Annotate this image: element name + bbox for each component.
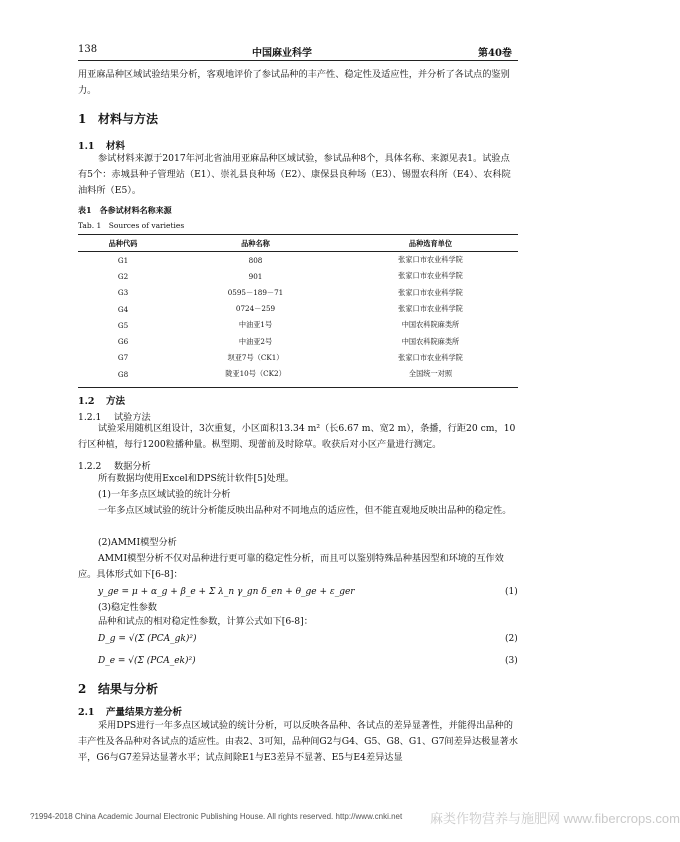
subheading-2: (2)AMMI模型分析 bbox=[98, 537, 177, 548]
table-top-rule bbox=[78, 234, 518, 235]
section-1-heading bbox=[78, 110, 158, 127]
cell-name: 0595－189－71 bbox=[227, 287, 284, 297]
section-title: 材料与方法 bbox=[98, 112, 159, 126]
table-bottom-rule bbox=[78, 387, 518, 388]
cell-code: G6 bbox=[117, 337, 129, 347]
table-row bbox=[78, 285, 518, 301]
section-title: 试验方法 bbox=[114, 412, 151, 423]
table-row bbox=[78, 366, 518, 382]
cell-unit: 张家口市农业科学院 bbox=[398, 352, 463, 362]
header-code: 品种代码 bbox=[78, 237, 168, 252]
section-number: 1.2.2 bbox=[78, 461, 102, 472]
equation-2: D_g = √(Σ (PCA_gk)²) bbox=[98, 634, 197, 644]
cell-unit: 张家口市农业科学院 bbox=[398, 304, 463, 314]
page-number: 138 bbox=[78, 44, 98, 55]
cell-code: G2 bbox=[117, 271, 129, 281]
subheading-3: (3)稳定性参数 bbox=[98, 602, 157, 613]
cell-name: 901 bbox=[248, 271, 263, 281]
section-2-1-heading bbox=[78, 704, 182, 718]
volume-label: 第40卷 bbox=[478, 48, 512, 59]
method-paragraph: 试验采用随机区组设计，3次重复，小区面积13.34 m²（长6.67 m、宽2 m），条播，行距20 cm，10行区种植，每行1200粒播种量。枞型期、现蕾前及时除草。收获后对小区产量进行测定。 bbox=[78, 423, 516, 450]
cell-unit: 张家口市农业科学院 bbox=[398, 271, 463, 281]
section-1-2-2-heading bbox=[78, 458, 151, 472]
section-title: 材料 bbox=[106, 141, 126, 152]
materials-paragraph: 参试材料来源于2017年河北省油用亚麻品种区域试验，参试品种8个，具体名称、来源见表1。试验点有5个：赤城县种子管理站（E1）、崇礼县良种场（E2）、康保县良种场（E3）、锡盟农科所（E4）、农科院油料所（E5）。 bbox=[78, 153, 511, 196]
section-title: 数据分析 bbox=[114, 461, 151, 472]
table-row bbox=[78, 252, 518, 269]
cell-unit: 张家口市农业科学院 bbox=[398, 255, 463, 265]
section-2-heading bbox=[78, 680, 158, 697]
sub3-paragraph: 品种和试点的相对稳定性参数，计算公式如下[6-8]： bbox=[98, 616, 313, 627]
table-row bbox=[78, 333, 518, 349]
cell-unit: 张家口市农业科学院 bbox=[398, 287, 463, 297]
sub2-paragraph: AMMI模型分析不仅对品种进行更可靠的稳定性分析，而且可以鉴别特殊品种基因型和环境的互作效应。具体形式如下[6-8]： bbox=[78, 553, 504, 580]
section-number: 1.2 bbox=[78, 396, 95, 407]
watermark: 麻类作物营养与施肥网 www.fibercrops.com bbox=[430, 811, 680, 826]
results-paragraph: 采用DPS进行一年多点区域试验的统计分析，可以反映各品种、各试点的差异显著性，并能得出品种的丰产性及各品种对各试点的适应性。由表2、3可知，品种间G2与G4、G5、G8、G1、G7间差异达极显著水平，G6与G7差异达显著水平；试点间除E1与E3差异不显著、E5与E4差异达显 bbox=[78, 720, 518, 763]
header-unit: 品种选育单位 bbox=[343, 237, 518, 252]
intro-paragraph: 用亚麻品种区域试验结果分析，客观地评价了参试品种的丰产性、稳定性及适应性，并分析了各试点的鉴别力。 bbox=[78, 69, 510, 96]
copyright-footer: ?1994-2018 China Academic Journal Electronic Publishing House. All rights reserved. http://www.cnki.net bbox=[30, 812, 403, 821]
table-header-row bbox=[78, 237, 518, 252]
cell-code: G7 bbox=[117, 353, 129, 363]
header-rule bbox=[78, 60, 518, 61]
section-number: 2 bbox=[78, 682, 87, 696]
section-1-2-heading bbox=[78, 393, 125, 407]
equation-1-number: (1) bbox=[505, 587, 518, 597]
cell-name: 中油亚2号 bbox=[238, 336, 273, 346]
table-caption-cn: 表1 各参试材料名称来源 bbox=[78, 205, 172, 215]
section-number: 1 bbox=[78, 112, 87, 126]
cell-code: G3 bbox=[117, 288, 129, 298]
table-row bbox=[78, 301, 518, 317]
data-analysis-paragraph: 所有数据均使用Excel和DPS统计软件[5]处理。 bbox=[98, 473, 295, 484]
cell-name: 0724－259 bbox=[235, 304, 276, 314]
table-row bbox=[78, 268, 518, 284]
section-number: 2.1 bbox=[78, 707, 95, 718]
cell-code: G8 bbox=[117, 369, 129, 379]
journal-name: 中国麻业科学 bbox=[252, 48, 312, 59]
cell-unit: 中国农科院麻类所 bbox=[401, 320, 460, 330]
cell-name: 中油亚1号 bbox=[238, 320, 273, 330]
cell-code: G1 bbox=[117, 255, 129, 265]
equation-1: y_ge = μ + α_g + β_e + Σ λ_n γ_gn δ_en + θ_ge + ε_ger bbox=[98, 587, 355, 597]
table-row bbox=[78, 317, 518, 333]
header-name: 品种名称 bbox=[168, 237, 343, 252]
section-number: 1.2.1 bbox=[78, 412, 102, 423]
equation-3: D_e = √(Σ (PCA_ek)²) bbox=[98, 656, 196, 666]
table-row bbox=[78, 350, 518, 366]
section-title: 产量结果方差分析 bbox=[106, 707, 183, 718]
cell-unit: 全国统一对照 bbox=[408, 369, 453, 379]
section-title: 方法 bbox=[106, 396, 126, 407]
equation-3-number: (3) bbox=[505, 656, 518, 666]
cell-name: 坝亚7号（CK1） bbox=[227, 352, 284, 362]
section-number: 1.1 bbox=[78, 141, 95, 152]
cell-code: G5 bbox=[117, 320, 129, 330]
section-title: 结果与分析 bbox=[98, 682, 159, 696]
sub1-paragraph: 一年多点区域试验的统计分析能反映出品种对不同地点的适应性，但不能直观地反映出品种的稳定性。 bbox=[98, 505, 512, 516]
cell-unit: 中国农科院麻类所 bbox=[401, 336, 460, 346]
cell-name: 陇亚10号（CK2） bbox=[225, 369, 286, 379]
section-1-1-heading bbox=[78, 138, 125, 152]
equation-2-number: (2) bbox=[505, 634, 518, 644]
table-caption-en: Tab. 1 Sources of varieties bbox=[78, 221, 185, 230]
varieties-table bbox=[78, 237, 518, 382]
cell-name: 808 bbox=[248, 255, 263, 265]
cell-code: G4 bbox=[117, 304, 129, 314]
subheading-1: (1)一年多点区域试验的统计分析 bbox=[98, 489, 231, 500]
